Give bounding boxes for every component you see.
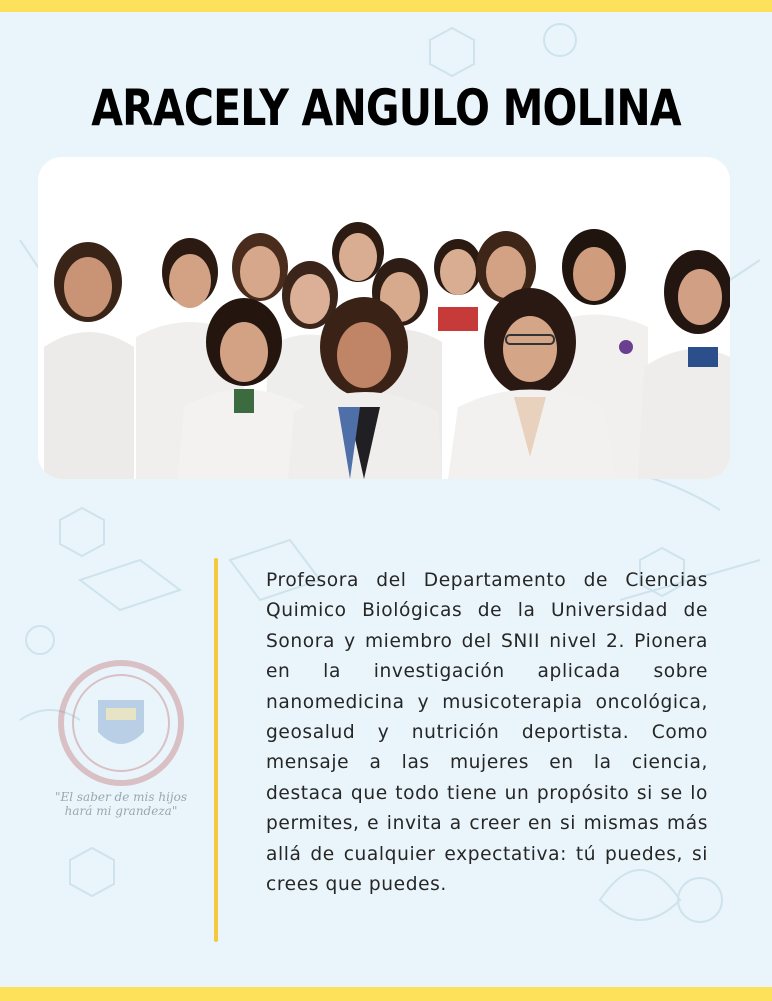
seal-motto: "El saber de mis hijos hará mi grandeza" xyxy=(54,790,188,818)
person-figure xyxy=(332,222,384,282)
person-figure xyxy=(232,233,288,301)
group-photo xyxy=(38,157,730,479)
page-title: ARACELY ANGULO MOLINA xyxy=(91,79,681,137)
person-figure xyxy=(434,239,482,331)
person-figure xyxy=(44,242,134,479)
university-seal-watermark xyxy=(58,660,184,786)
accent-divider-line xyxy=(214,558,218,942)
biography-text: Profesora del Departamento de Ciencias Quimico Biológicas de la Universidad de Sonora y miembro del SNII nivel 2. Pionera en la investigación aplicada sobre nanomedicina y musicoterapia oncológica, geosalud y nutrición deportista. Como mensaje a las mujeres en la ciencia, destaca que todo tiene un propósito si se lo permites, e invita a creer en si mismas más allá de cualquier expectativa: tú puedes, si crees que puedes. xyxy=(266,570,708,896)
bottom-accent-bar xyxy=(0,987,772,1001)
